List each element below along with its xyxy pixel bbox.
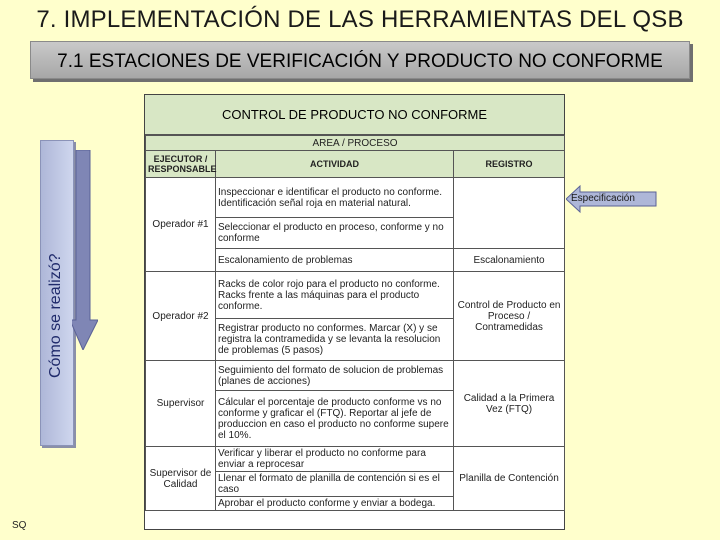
subtitle-banner — [30, 41, 690, 79]
activity-cell: Cálcular el porcentaje de producto conforme vs no conforme y graficar el (FTQ). Reportar al jefe de produccion en caso el producto no conforme supere el 10%. — [216, 391, 454, 447]
record-cell — [454, 178, 565, 249]
nonconforming-form — [144, 94, 565, 530]
record-cell: Escalonamiento — [454, 249, 565, 272]
activity-cell: Escalonamiento de problemas — [216, 249, 454, 272]
activity-cell: Seguimiento del formato de solucion de problemas (planes de acciones) — [216, 361, 454, 391]
activity-cell: Verificar y liberar el producto no conforme para enviar a reprocesar — [216, 447, 454, 472]
header-activity: ACTIVIDAD — [216, 151, 454, 178]
record-cell: Calidad a la Primera Vez (FTQ) — [454, 361, 565, 447]
activity-cell: Racks de color rojo para el producto no conforme. Racks frente a las máquinas para el producto conforme. — [216, 272, 454, 319]
header-record: REGISTRO — [454, 151, 565, 178]
section-header: AREA / PROCESO — [146, 136, 565, 151]
responsible-cell: Supervisor — [146, 361, 216, 447]
activity-cell: Registrar producto no conformes. Marcar (X) y se registra la contramedida y se levanta la resolucion de problemas (5 pasos) — [216, 319, 454, 361]
activity-cell: Llenar el formato de planilla de contención si es el caso — [216, 472, 454, 497]
responsible-cell: Operador #1 — [146, 178, 216, 272]
footer-label: SQ — [12, 520, 27, 531]
page-title: 7. IMPLEMENTACIÓN DE LAS HERRAMIENTAS DEL QSB — [36, 6, 684, 33]
responsible-cell: Operador #2 — [146, 272, 216, 361]
responsible-cell: Supervisor de Calidad — [146, 447, 216, 511]
activity-cell: Seleccionar el producto en proceso, conforme y no conforme — [216, 218, 454, 249]
callout-label: Especificación — [571, 193, 635, 204]
down-arrow-icon — [72, 150, 98, 350]
record-cell: Control de Producto en Proceso / Contramedidas — [454, 272, 565, 361]
record-cell: Planilla de Contención — [454, 447, 565, 511]
form-table — [145, 135, 565, 511]
activity-cell: Inspeccionar e identificar el producto no conforme. Identificación señal roja en material natural. — [216, 178, 454, 218]
side-label: Cómo se realizó? — [47, 253, 64, 378]
activity-cell: Aprobar el producto conforme y enviar a bodega. — [216, 497, 454, 511]
subtitle-text: 7.1 ESTACIONES DE VERIFICACIÓN Y PRODUCTO NO CONFORME — [57, 51, 663, 72]
form-title: CONTROL DE PRODUCTO NO CONFORME — [145, 95, 564, 135]
header-responsible: EJECUTOR / RESPONSABLE — [146, 151, 216, 178]
